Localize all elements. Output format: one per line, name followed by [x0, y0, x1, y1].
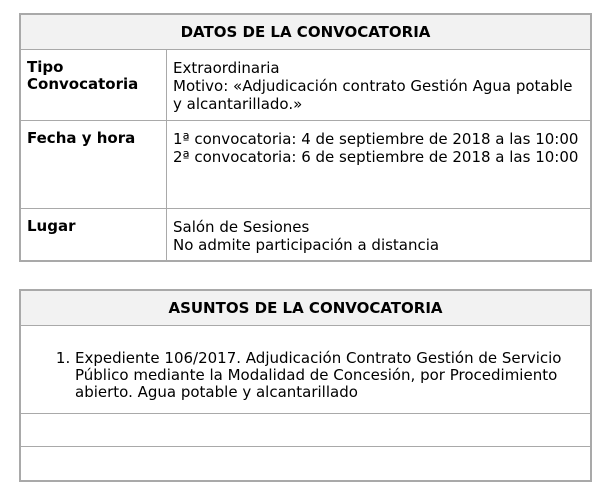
motivo-value-line: Motivo: «Adjudicación contrato Gestión Agua potable y alcantarillado.» — [173, 77, 573, 113]
lugar-row — [21, 209, 590, 261]
agenda-item: 1. Expediente 106/2017. Adjudicación Contrato Gestión de Servicio Público mediante la Modalidad de Concesión, por Procedimiento abierto. Agua potable y alcantarillado — [75, 350, 570, 401]
empty-row — [21, 447, 590, 480]
lugar-label: Lugar — [21, 209, 167, 261]
fecha-hora-row — [21, 121, 590, 209]
datos-header: DATOS DE LA CONVOCATORIA — [21, 15, 590, 50]
tipo-convocatoria-label: Tipo Convocatoria — [21, 50, 167, 120]
primera-convocatoria-line: 1ª convocatoria: 4 de septiembre de 2018 a las 10:00 — [173, 130, 579, 148]
agenda-list-row — [21, 326, 590, 414]
lugar-value — [167, 209, 590, 261]
asuntos-convocatoria-table — [19, 289, 592, 482]
asuntos-header: ASUNTOS DE LA CONVOCATORIA — [21, 291, 590, 326]
fecha-hora-label: Fecha y hora — [21, 121, 167, 208]
fecha-hora-value — [167, 121, 590, 208]
lugar-distancia-line: No admite participación a distancia — [173, 236, 440, 254]
segunda-convocatoria-line: 2ª convocatoria: 6 de septiembre de 2018 a las 10:00 — [173, 148, 579, 166]
datos-convocatoria-table — [19, 13, 592, 262]
tipo-value-line: Extraordinaria — [173, 59, 280, 77]
tipo-convocatoria-row — [21, 50, 590, 121]
agenda-list — [55, 350, 570, 401]
lugar-sala-line: Salón de Sesiones — [173, 218, 310, 236]
empty-row — [21, 414, 590, 447]
tipo-convocatoria-value — [167, 50, 590, 120]
